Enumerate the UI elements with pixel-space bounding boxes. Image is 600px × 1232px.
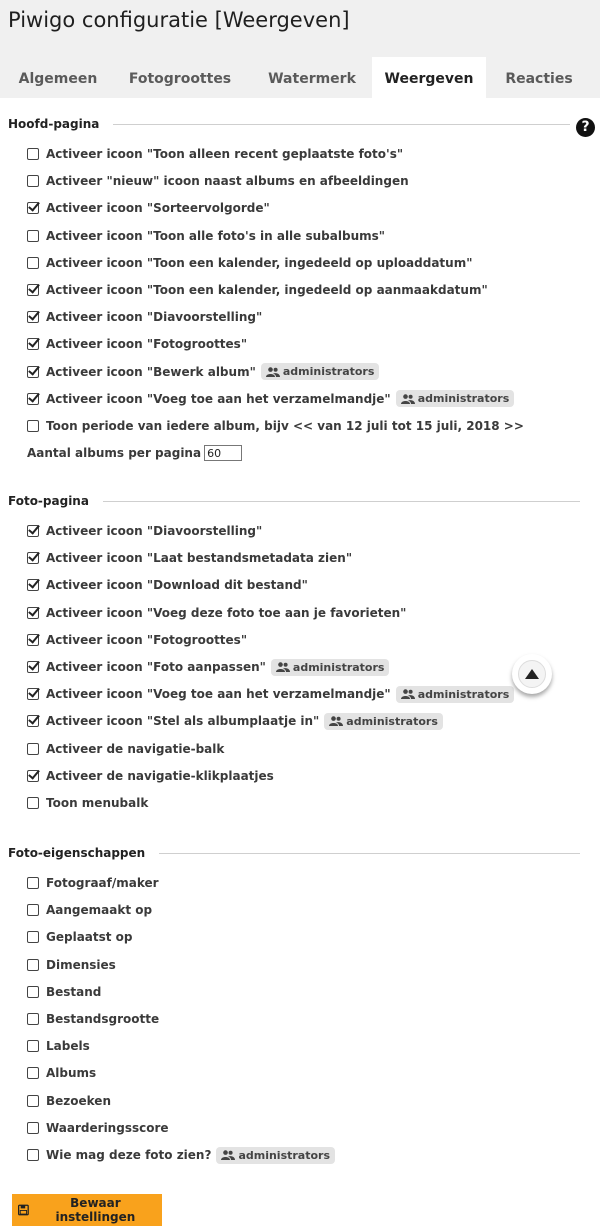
- setting-label: Bezoeken: [46, 1093, 111, 1108]
- setting-checkbox[interactable]: [27, 284, 39, 296]
- setting-checkbox[interactable]: [27, 715, 39, 727]
- setting-checkbox[interactable]: [27, 634, 39, 646]
- users-icon: [221, 1150, 235, 1160]
- setting-label: Activeer icoon "Diavoorstelling": [46, 524, 263, 538]
- setting-label: Activeer icoon "Fotogroottes": [46, 337, 248, 352]
- setting-row[interactable]: [27, 226, 385, 246]
- admin-badge: [324, 713, 443, 730]
- setting-label: Activeer de navigatie-klikplaatjes: [46, 768, 274, 783]
- setting-row[interactable]: [27, 416, 524, 436]
- section-divider: [103, 501, 580, 502]
- setting-label: Aangemaakt op: [46, 903, 153, 918]
- setting-label: Activeer icoon "Download dit bestand": [46, 578, 308, 593]
- admin-badge-label: administrators: [417, 687, 510, 701]
- setting-checkbox[interactable]: [27, 904, 39, 916]
- albums-per-page-label: Aantal albums per pagina: [27, 446, 202, 460]
- tab-weergeven[interactable]: Weergeven: [372, 57, 486, 98]
- setting-label: Wie mag deze foto zien?: [46, 1148, 212, 1162]
- setting-row[interactable]: [27, 793, 148, 813]
- setting-row[interactable]: [27, 739, 224, 759]
- setting-label: Activeer icoon "Laat bestandsmetadata zien": [46, 551, 353, 566]
- setting-checkbox[interactable]: [27, 1122, 39, 1134]
- admin-badge: [261, 363, 380, 380]
- setting-checkbox[interactable]: [27, 959, 39, 971]
- setting-row[interactable]: [27, 603, 406, 623]
- setting-label: Activeer de navigatie-balk: [46, 741, 225, 756]
- setting-row[interactable]: [27, 630, 247, 650]
- setting-label: Activeer icoon "Bewerk album": [46, 364, 256, 379]
- setting-checkbox[interactable]: [27, 931, 39, 943]
- save-settings-button[interactable]: [12, 1194, 162, 1226]
- setting-checkbox[interactable]: [27, 1149, 39, 1161]
- setting-label: Bestandsgrootte: [46, 1012, 160, 1026]
- admin-badge: [271, 659, 390, 676]
- setting-checkbox[interactable]: [27, 257, 39, 269]
- section-title: Hoofd-pagina: [8, 117, 100, 131]
- admin-badge: [216, 1147, 335, 1164]
- tab-bar: [8, 57, 592, 98]
- setting-label: Activeer icoon "Voeg toe aan het verzamelmandje": [46, 391, 391, 406]
- setting-checkbox[interactable]: [27, 420, 39, 432]
- setting-label: Activeer "nieuw" icoon naast albums en afbeeldingen: [46, 174, 409, 189]
- setting-row[interactable]: [27, 927, 133, 947]
- setting-checkbox[interactable]: [27, 366, 39, 378]
- setting-row[interactable]: [27, 171, 409, 191]
- albums-per-page-row: [27, 443, 242, 463]
- setting-row[interactable]: [27, 144, 403, 164]
- users-icon: [266, 367, 280, 377]
- section-foto-pagina: [8, 494, 580, 508]
- section-divider: [113, 124, 570, 125]
- albums-per-page-input[interactable]: [204, 445, 242, 461]
- setting-label: Activeer icoon "Voeg toe aan het verzamelmandje": [46, 687, 391, 702]
- setting-label: Labels: [46, 1039, 90, 1054]
- setting-checkbox[interactable]: [27, 743, 39, 755]
- setting-checkbox[interactable]: [27, 688, 39, 700]
- tab-algemeen[interactable]: Algemeen: [18, 71, 98, 87]
- setting-checkbox[interactable]: [27, 986, 39, 998]
- setting-label: Activeer icoon "Foto aanpassen": [46, 660, 266, 674]
- setting-label: Activeer icoon "Toon alle foto's in alle subalbums": [46, 228, 386, 243]
- setting-row[interactable]: [27, 362, 379, 382]
- setting-row[interactable]: [27, 1091, 111, 1111]
- save-settings-label: Bewaar instellingen: [55, 1196, 136, 1224]
- setting-checkbox[interactable]: [27, 230, 39, 242]
- setting-row[interactable]: [27, 548, 352, 568]
- setting-checkbox[interactable]: [27, 338, 39, 350]
- page-header: [0, 0, 600, 98]
- page-title: Piwigo configuratie [Weergeven]: [8, 8, 350, 32]
- setting-checkbox[interactable]: [27, 770, 39, 782]
- setting-row[interactable]: [27, 389, 514, 409]
- setting-checkbox[interactable]: [27, 1095, 39, 1107]
- setting-row[interactable]: [27, 766, 274, 786]
- tab-reacties[interactable]: Reacties: [505, 71, 573, 87]
- setting-label: Activeer icoon "Toon een kalender, ingedeeld op uploaddatum": [46, 255, 473, 270]
- scroll-to-top-button[interactable]: [512, 654, 552, 694]
- setting-checkbox[interactable]: [27, 175, 39, 187]
- triangle-up-icon: [518, 660, 546, 688]
- setting-checkbox[interactable]: [27, 877, 39, 889]
- tab-fotogroottes[interactable]: Fotogroottes: [128, 71, 232, 87]
- setting-checkbox[interactable]: [27, 393, 39, 405]
- setting-label: Activeer icoon "Toon alleen recent geplaatste foto's": [46, 147, 404, 161]
- admin-badge-label: administrators: [292, 660, 385, 674]
- setting-row[interactable]: [27, 575, 308, 595]
- setting-row[interactable]: [27, 253, 472, 273]
- users-icon: [329, 716, 343, 726]
- setting-row[interactable]: [27, 1009, 159, 1029]
- setting-row[interactable]: [27, 521, 262, 541]
- setting-row[interactable]: [27, 1063, 96, 1083]
- setting-label: Activeer icoon "Diavoorstelling": [46, 310, 263, 325]
- section-hoofd-pagina: [8, 117, 570, 131]
- setting-label: Activeer icoon "Sorteervolgorde": [46, 201, 270, 216]
- setting-row[interactable]: [27, 198, 270, 218]
- question-circle-icon[interactable]: ?: [576, 118, 595, 137]
- admin-badge: [396, 686, 515, 703]
- floppy-disk-icon: [18, 1204, 29, 1216]
- section-foto-eigenschappen: [8, 846, 580, 860]
- setting-checkbox[interactable]: [27, 797, 39, 809]
- setting-checkbox[interactable]: [27, 607, 39, 619]
- users-icon: [401, 394, 415, 404]
- setting-row[interactable]: [27, 982, 101, 1002]
- setting-row[interactable]: [27, 280, 488, 300]
- setting-checkbox[interactable]: [27, 1040, 39, 1052]
- users-icon: [401, 689, 415, 699]
- setting-row[interactable]: [27, 1118, 169, 1138]
- setting-label: Toon periode van iedere album, bijv << van 12 juli tot 15 juli, 2018 >>: [46, 419, 524, 433]
- admin-badge: [396, 390, 515, 407]
- setting-checkbox[interactable]: [27, 148, 39, 160]
- setting-label: Activeer icoon "Stel als albumplaatje in": [46, 714, 320, 729]
- setting-row[interactable]: [27, 1036, 90, 1056]
- setting-row[interactable]: [27, 1145, 335, 1165]
- setting-row[interactable]: [27, 873, 159, 893]
- setting-row[interactable]: [27, 955, 116, 975]
- setting-label: Bestand: [46, 984, 102, 999]
- admin-badge-label: administrators: [282, 365, 375, 379]
- setting-label: Waarderingsscore: [46, 1120, 169, 1135]
- setting-checkbox[interactable]: [27, 579, 39, 591]
- setting-label: Activeer icoon "Fotogroottes": [46, 632, 248, 647]
- admin-badge-label: administrators: [238, 1148, 331, 1162]
- setting-label: Activeer icoon "Toon een kalender, ingedeeld op aanmaakdatum": [46, 283, 488, 297]
- setting-row[interactable]: [27, 711, 443, 731]
- admin-badge-label: administrators: [346, 714, 438, 728]
- section-title: Foto-eigenschappen: [8, 846, 146, 860]
- section-divider: [159, 853, 580, 854]
- setting-checkbox[interactable]: [27, 311, 39, 323]
- setting-label: Dimensies: [46, 957, 116, 972]
- setting-label: Geplaatst op: [46, 930, 133, 945]
- setting-label: Albums: [46, 1066, 97, 1081]
- setting-row[interactable]: [27, 657, 389, 677]
- setting-checkbox[interactable]: [27, 525, 39, 537]
- setting-checkbox[interactable]: [27, 1013, 39, 1025]
- setting-row[interactable]: [27, 684, 514, 704]
- setting-checkbox[interactable]: [27, 661, 39, 673]
- setting-row[interactable]: [27, 900, 152, 920]
- setting-label: Fotograaf/maker: [46, 876, 159, 890]
- admin-badge-label: administrators: [417, 392, 510, 406]
- setting-label: Activeer icoon "Voeg deze foto toe aan je favorieten": [46, 605, 407, 620]
- setting-checkbox[interactable]: [27, 1067, 39, 1079]
- section-title: Foto-pagina: [8, 494, 89, 508]
- tab-watermerk[interactable]: Watermerk: [268, 71, 356, 87]
- setting-row[interactable]: [27, 307, 262, 327]
- setting-row[interactable]: [27, 334, 247, 354]
- setting-checkbox[interactable]: [27, 552, 39, 564]
- setting-checkbox[interactable]: [27, 202, 39, 214]
- setting-label: Toon menubalk: [46, 796, 149, 810]
- users-icon: [276, 662, 290, 672]
